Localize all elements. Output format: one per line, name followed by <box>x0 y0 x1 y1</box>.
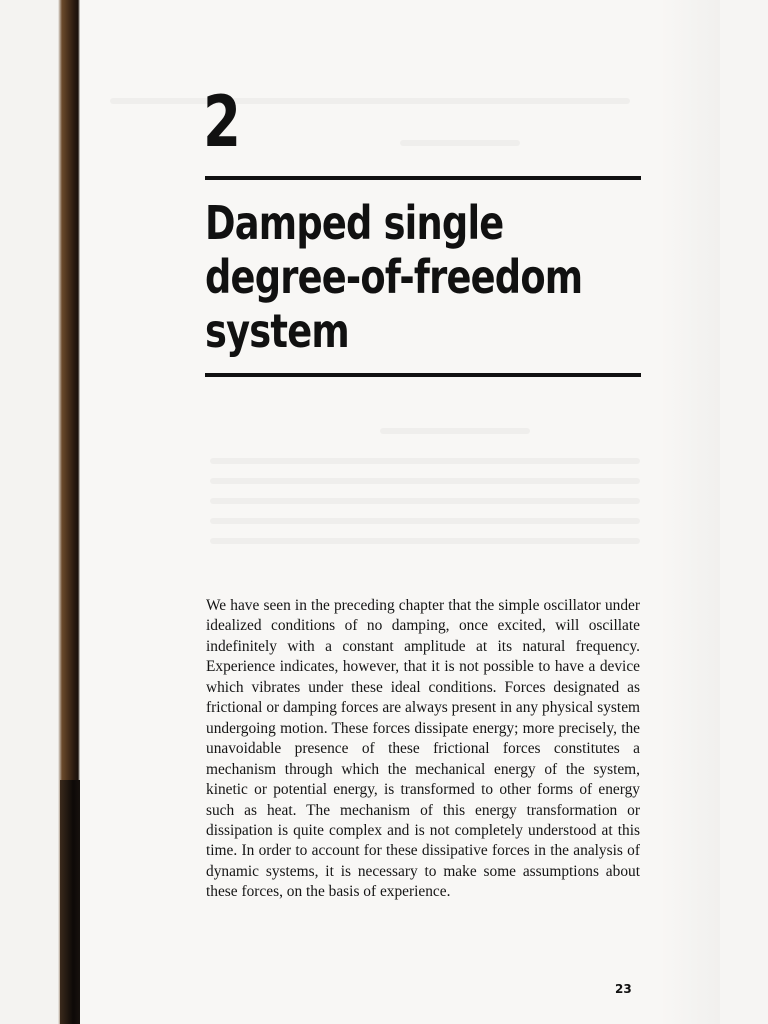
chapter-title <box>205 196 621 358</box>
bleed-through <box>210 538 640 544</box>
bleed-through <box>210 458 640 464</box>
page-number: 23 <box>615 982 632 996</box>
chapter-rule-bottom <box>205 373 641 377</box>
chapter-number: 2 <box>203 81 241 163</box>
intro-paragraph: We have seen in the preceding chapter that the simple oscillator under idealized conditions of no damping, once excited, will oscillate indefinitely with a constant amplitude at its natural frequency. Experience indicates, however, that it is not possible to have a device which vibrates under these ideal conditions. Forces designated as frictional or damping forces are always present in any physical system undergoing motion. These forces dissipate energy; more precisely, the unavoidable presence of these frictional forces constitutes a mechanism through which the mechanical energy of the system, kinetic or potential energy, is transformed to other forms of energy such as heat. The mechanism of this energy transformation or dissipation is quite complex and is not completely understood at this time. In order to account for these dissipative forces in the analysis of dynamic systems, it is necessary to make some assumptions about these forces, on the basis of experience. <box>206 597 640 901</box>
page-edge-shade <box>660 0 720 1024</box>
chapter-title-line: system <box>205 304 349 358</box>
binding-shadow <box>60 780 82 1024</box>
chapter-rule-top <box>205 176 641 180</box>
bleed-through <box>400 140 520 146</box>
bleed-through <box>210 478 640 484</box>
bleed-through <box>380 428 530 434</box>
chapter-title-line: degree-of-freedom <box>205 250 583 304</box>
bleed-through <box>210 518 640 524</box>
bleed-through <box>210 498 640 504</box>
bleed-through <box>110 98 630 104</box>
chapter-title-line: Damped single <box>205 196 504 250</box>
